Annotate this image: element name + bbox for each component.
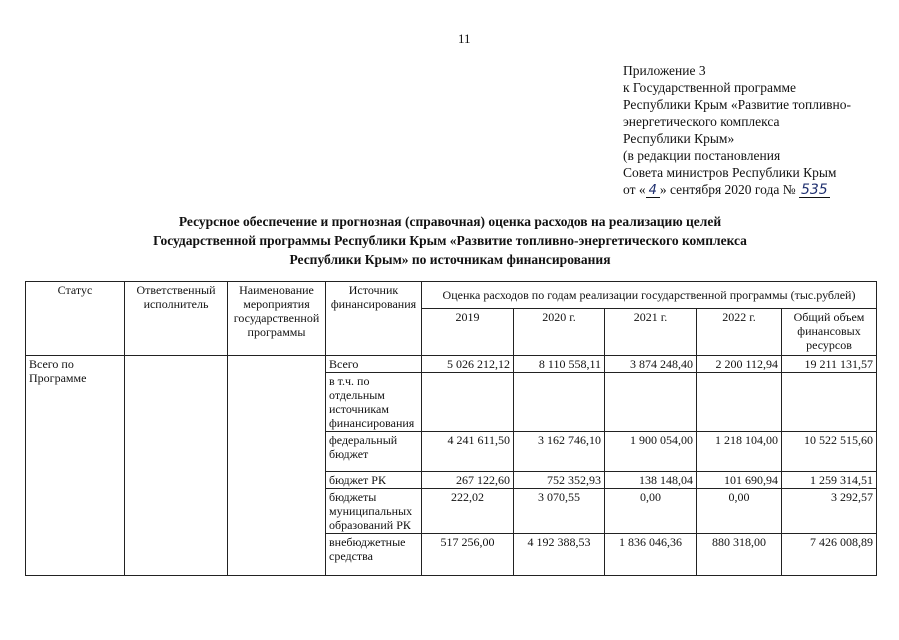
appendix-block xyxy=(623,62,893,198)
appendix-line: Совета министров Республики Крым xyxy=(623,165,837,180)
value-cell: 5 026 212,12 xyxy=(422,356,514,373)
header-status: Статус xyxy=(26,282,125,356)
value-cell: 138 148,04 xyxy=(605,472,697,489)
source-cell: в т.ч. по отдельным источникам финансирования xyxy=(326,373,422,432)
header-year: 2021 г. xyxy=(605,309,697,356)
appendix-line: энергетического комплекса xyxy=(623,114,780,129)
value-cell: 1 836 046,36 xyxy=(605,534,697,576)
value-cell: 10 522 515,60 xyxy=(782,432,877,472)
header-year: 2020 г. xyxy=(514,309,605,356)
value-cell: 3 874 248,40 xyxy=(605,356,697,373)
source-cell: бюджет РК xyxy=(326,472,422,489)
decree-date-line xyxy=(623,181,893,198)
appendix-line: Республики Крым «Развитие топливно- xyxy=(623,97,852,112)
date-prefix: от « xyxy=(623,182,646,197)
source-cell: Всего xyxy=(326,356,422,373)
value-cell: 3 162 746,10 xyxy=(514,432,605,472)
source-cell: бюджеты муниципальных образований РК xyxy=(326,489,422,534)
date-suffix: » сентября 2020 года № xyxy=(659,182,796,197)
value-cell: 880 318,00 xyxy=(697,534,782,576)
value-cell: 267 122,60 xyxy=(422,472,514,489)
value-cell xyxy=(514,373,605,432)
value-cell: 1 218 104,00 xyxy=(697,432,782,472)
heading-line-1: Ресурсное обеспечение и прогнозная (справочная) оценка расходов на реализацию целей xyxy=(178,214,722,229)
header-total: Общий объем финансовых ресурсов xyxy=(782,309,877,356)
header-year: 2019 xyxy=(422,309,514,356)
status-cell: Всего по Программе xyxy=(26,356,125,576)
source-cell: внебюджетные средства xyxy=(326,534,422,576)
appendix-line: (в редакции постановления xyxy=(623,148,781,163)
decree-number-handwritten: 535 xyxy=(800,182,828,198)
value-cell xyxy=(422,373,514,432)
header-estimate: Оценка расходов по годам реализации государственной программы (тыс.рублей) xyxy=(422,282,877,309)
appendix-line: Республики Крым» xyxy=(623,131,735,146)
appendix-line: Приложение 3 xyxy=(623,63,706,78)
executor-cell xyxy=(125,356,228,576)
value-cell: 8 110 558,11 xyxy=(514,356,605,373)
value-cell: 752 352,93 xyxy=(514,472,605,489)
header-source: Источник финансирования xyxy=(326,282,422,356)
header-year: 2022 г. xyxy=(697,309,782,356)
value-cell xyxy=(782,373,877,432)
value-cell: 1 900 054,00 xyxy=(605,432,697,472)
document-heading xyxy=(100,212,800,269)
value-cell: 1 259 314,51 xyxy=(782,472,877,489)
value-cell: 101 690,94 xyxy=(697,472,782,489)
value-cell: 7 426 008,89 xyxy=(782,534,877,576)
value-cell: 3 070,55 xyxy=(514,489,605,534)
header-event-name: Наименование мероприятия государственной программы xyxy=(228,282,326,356)
heading-line-2: Государственной программы Республики Крым «Развитие топливно-энергетического комплекса xyxy=(153,233,747,248)
value-cell: 0,00 xyxy=(605,489,697,534)
event-name-cell xyxy=(228,356,326,576)
value-cell: 4 241 611,50 xyxy=(422,432,514,472)
appendix-line: к Государственной программе xyxy=(623,80,797,95)
value-cell xyxy=(605,373,697,432)
value-cell: 0,00 xyxy=(697,489,782,534)
table-row xyxy=(26,356,877,373)
value-cell: 222,02 xyxy=(422,489,514,534)
header-executor: Ответственный исполнитель xyxy=(125,282,228,356)
value-cell: 19 211 131,57 xyxy=(782,356,877,373)
value-cell: 4 192 388,53 xyxy=(514,534,605,576)
value-cell: 517 256,00 xyxy=(422,534,514,576)
value-cell xyxy=(697,373,782,432)
source-cell: федеральный бюджет xyxy=(326,432,422,472)
budget-table xyxy=(25,281,877,576)
value-cell: 3 292,57 xyxy=(782,489,877,534)
date-day-handwritten: 4 xyxy=(646,184,660,198)
value-cell: 2 200 112,94 xyxy=(697,356,782,373)
heading-line-3: Республики Крым» по источникам финансирования xyxy=(289,252,611,267)
page-number: 11 xyxy=(458,31,471,46)
